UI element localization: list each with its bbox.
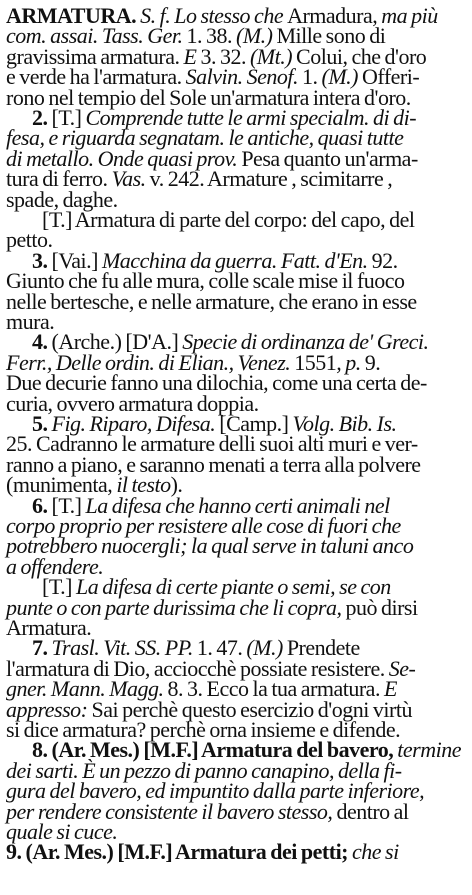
text-segment: petto. bbox=[6, 227, 53, 253]
text-segment: 8. 3. Ecco la tua armatura. bbox=[167, 676, 384, 702]
text-segment: spade, daghe. bbox=[6, 186, 118, 212]
text-segment: 8. (Ar. Mes.) [M.F.] Armatura del bavero, bbox=[32, 737, 398, 763]
text-segment: Ferr., Delle ordin. di Elian., Venez. bbox=[6, 349, 295, 375]
text-segment: Giunto che fu alle mura, colle scale mise il fuoco bbox=[6, 268, 405, 294]
text-segment: E bbox=[183, 43, 197, 69]
text-segment: Mille sono di bbox=[276, 23, 386, 49]
text-segment: [T.] Armatura di parte del corpo: del capo, del bbox=[42, 207, 415, 232]
text-segment: Volg. Bib. Is. bbox=[292, 411, 397, 436]
text-segment: ma più bbox=[381, 3, 438, 28]
text-segment: [T.] bbox=[42, 574, 76, 600]
text-segment: v. 242. Armature , scimitarre , bbox=[149, 166, 393, 192]
text-segment: ranno a piano, e saranno menati a terra alla polvere bbox=[6, 451, 421, 477]
text-segment: [Camp.] bbox=[219, 411, 293, 436]
text-segment: Se- bbox=[388, 655, 416, 681]
text-segment: ARMATURA. bbox=[6, 3, 137, 28]
text-segment: il testo bbox=[116, 472, 171, 498]
text-segment: dei sarti. È un pezzo di panno canapino, della fi- bbox=[6, 757, 402, 783]
text-segment: appresso: bbox=[6, 696, 92, 722]
text-segment: 92. bbox=[371, 247, 398, 273]
text-segment: Comprende tutte le armi specialm. di di- bbox=[85, 105, 417, 130]
text-segment: Prendete bbox=[286, 635, 360, 661]
text-segment: nelle bertesche, e nelle armature, che erano in esse bbox=[6, 288, 417, 314]
text-line bbox=[6, 289, 417, 315]
text-segment: termine bbox=[397, 737, 461, 763]
text-segment: rono nel tempio del Sole un'armatura intera d'oro. bbox=[6, 84, 411, 110]
text-segment: a offendere. bbox=[6, 553, 104, 579]
text-segment: Trasl. Vit. SS. PP. bbox=[51, 635, 197, 661]
text-segment: che si bbox=[352, 839, 399, 865]
text-segment: S. f. Lo stesso che bbox=[136, 3, 288, 28]
text-segment: 1551 bbox=[294, 349, 337, 375]
text-segment: Offeri- bbox=[362, 64, 420, 90]
text-segment: Pesa quanto un'arma- bbox=[241, 145, 418, 171]
text-segment: Armatura. bbox=[6, 615, 92, 640]
text-segment: Salvin. Senof. bbox=[185, 64, 303, 90]
text-segment: 5. bbox=[32, 411, 52, 436]
text-segment: La difesa di certe piante o semi, se con bbox=[75, 574, 391, 600]
text-segment: Specie di ordinanza de' Greci. bbox=[182, 329, 429, 355]
text-segment: E bbox=[383, 676, 397, 702]
text-segment: 3. 32. bbox=[196, 43, 250, 69]
text-segment: si dice armatura? perchè orna insieme e difende. bbox=[6, 717, 401, 742]
text-segment: (M.) bbox=[246, 635, 287, 661]
text-segment: 9. (Ar. Mes.) [M.F.] Armatura dei petti; bbox=[6, 839, 353, 865]
text-segment: punte o con parte durissima che li copra, bbox=[6, 594, 346, 620]
text-segment: Due decurie fanno una dilochia, come una certa de- bbox=[6, 370, 427, 396]
text-segment: dentro al bbox=[336, 798, 409, 824]
text-segment: Sai perchè questo esercizio d'ogni virtù bbox=[91, 696, 412, 722]
text-segment: 1. 38. bbox=[186, 23, 237, 49]
text-segment: (M.) bbox=[236, 23, 277, 49]
text-segment: l'armatura di Dio, acciocchè possiate resistere. bbox=[6, 655, 389, 681]
text-segment: Colui, che d'oro bbox=[296, 43, 427, 69]
text-segment: , p. bbox=[336, 349, 365, 375]
text-segment: ). bbox=[170, 472, 183, 498]
text-segment: 6. bbox=[32, 492, 52, 518]
text-segment: (M.) bbox=[321, 64, 362, 90]
text-segment: [T.] bbox=[51, 492, 86, 518]
text-segment: [Vai.] bbox=[51, 247, 102, 273]
text-segment: 2. bbox=[32, 105, 52, 130]
text-segment: 1. 47. bbox=[196, 635, 247, 661]
text-segment: gner. Mann. Magg. bbox=[6, 676, 168, 702]
text-segment: mura. bbox=[6, 309, 55, 334]
text-segment: com. assai. Tass. Ger. bbox=[6, 23, 187, 49]
text-segment: 9. bbox=[364, 349, 381, 375]
text-segment: potrebbero nuocergli; la qual serve in taluni anco bbox=[6, 533, 414, 559]
text-segment: Fig. Riparo, Difesa. bbox=[51, 411, 220, 436]
text-segment: fesa, e riguarda segnatam. le antiche, quasi tutte bbox=[6, 125, 404, 151]
text-segment: di metallo. Onde quasi prov. bbox=[6, 145, 242, 171]
text-segment: Macchina da guerra. Fatt. d'En. bbox=[101, 247, 372, 273]
text-segment: La difesa che hanno certi animali nel bbox=[85, 492, 390, 518]
text-segment: Vas. bbox=[111, 166, 150, 192]
text-line bbox=[42, 207, 414, 233]
text-segment: tura di ferro. bbox=[6, 166, 112, 192]
text-segment: (munimenta, bbox=[6, 472, 117, 498]
text-segment: (Arche.) [D'A.] bbox=[51, 329, 183, 355]
text-segment: 25. Cadranno le armature delli suoi alti muri e ver- bbox=[6, 431, 418, 457]
text-segment: (Mt.) bbox=[249, 43, 297, 69]
text-segment: Armadura, bbox=[287, 3, 382, 28]
text-segment: quale si cuce. bbox=[6, 819, 118, 844]
text-segment: 7. bbox=[32, 635, 52, 661]
text-line bbox=[6, 839, 399, 865]
text-segment: può dirsi bbox=[345, 594, 418, 620]
text-segment: per rendere consistente il bavero stesso, bbox=[6, 798, 337, 824]
text-segment: gura del bavero, ed impuntito dalla parte inferiore, bbox=[6, 778, 425, 804]
text-segment: 3. bbox=[32, 247, 52, 273]
text-segment: [T.] bbox=[51, 105, 86, 130]
text-segment: curia, ovvero armatura doppia. bbox=[6, 390, 259, 416]
text-segment: e verde ha l'armatura. bbox=[6, 64, 186, 90]
text-segment: 1. bbox=[302, 64, 322, 90]
text-segment: 4. bbox=[32, 329, 52, 355]
text-segment: gravissima armatura. bbox=[6, 43, 184, 69]
text-segment: corpo proprio per resistere alle cose di fuori che bbox=[6, 513, 401, 538]
